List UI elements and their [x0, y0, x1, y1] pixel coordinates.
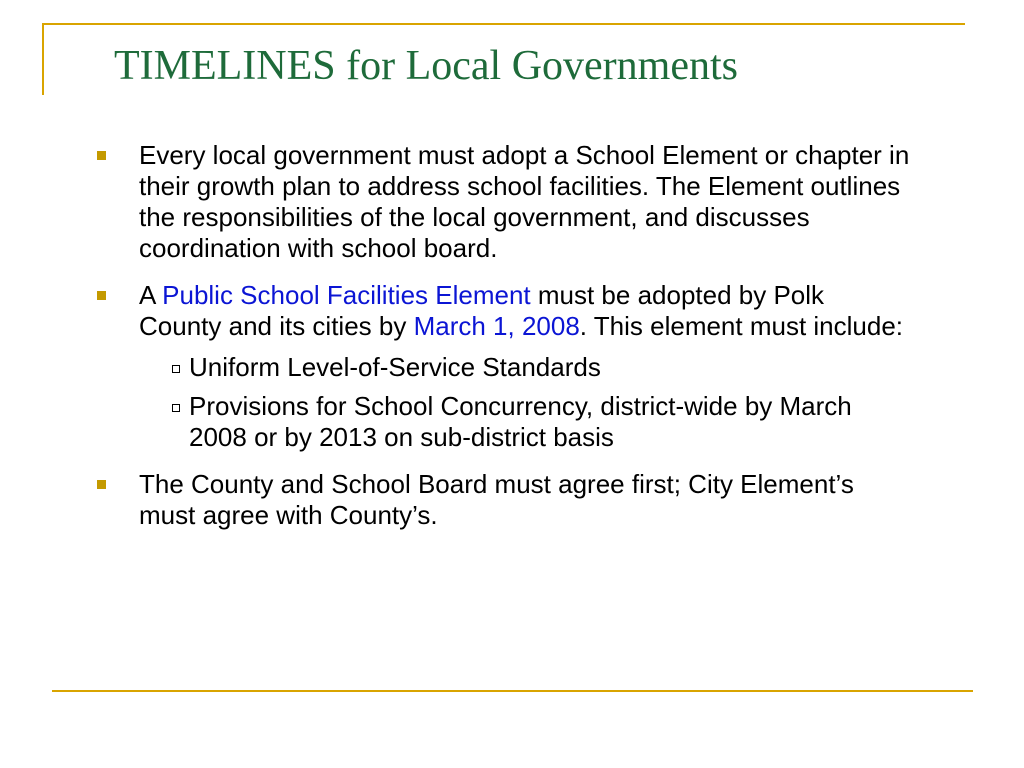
highlight-deadline: March 1, 2008: [413, 311, 580, 341]
square-bullet-icon: [97, 480, 106, 489]
sub-item-text: Provisions for School Concurrency, district-wide by March 2008 or by 2013 on sub-district basis: [189, 391, 852, 452]
square-bullet-icon: [97, 151, 106, 160]
sub-item-1: [139, 352, 912, 383]
bullet-item-3: [92, 469, 912, 531]
frame-bottom-rule: [52, 690, 973, 692]
frame-top-rule: [42, 23, 965, 25]
highlight-element-name: Public School Facilities Element: [162, 280, 531, 310]
bullet-item-1: [92, 140, 912, 264]
bullet-text-mid: must be adopted by Polk County and its cities by: [139, 280, 825, 341]
bullet-item-2: [92, 280, 912, 453]
bullet-text: The County and School Board must agree first; City Element’s must agree with County’s.: [139, 469, 854, 530]
slide-title: TIMELINES for Local Governments: [114, 43, 738, 89]
bullet-text: Every local government must adopt a School Element or chapter in their growth plan to address school facilities. The Element outlines the responsibilities of the local government, and discusses coordination with school board.: [139, 140, 910, 263]
bullet-text-post: . This element must include:: [579, 311, 904, 341]
bullet-text-pre: A: [139, 280, 163, 310]
square-bullet-icon: [97, 291, 106, 300]
hollow-square-bullet-icon: [172, 404, 180, 412]
bullet-list: [92, 140, 912, 547]
frame-left-rule: [42, 23, 44, 95]
sub-item-text: Uniform Level-of-Service Standards: [189, 352, 601, 382]
sub-item-2: [139, 391, 912, 453]
hollow-square-bullet-icon: [172, 365, 180, 373]
